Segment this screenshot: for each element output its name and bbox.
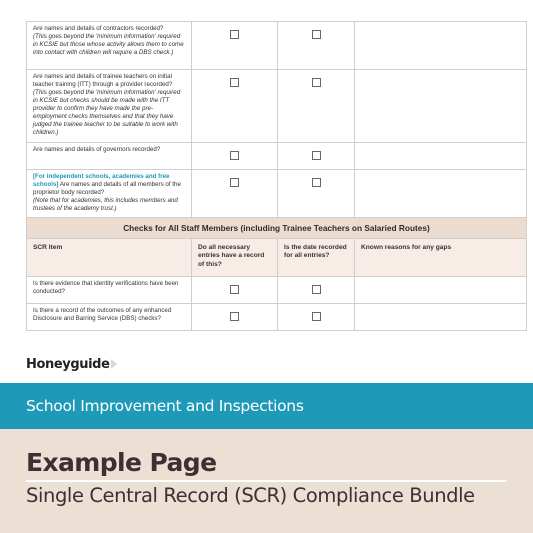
logo-arrow-icon [111, 359, 117, 369]
question-cell [27, 170, 192, 218]
question-text: Are names and details of contractors recorded? [33, 25, 164, 32]
gaps-cell[interactable] [355, 70, 527, 143]
question-note: (Note that for academies, this includes members and trustees of the academy trust.) [33, 197, 178, 212]
question-cell [27, 22, 192, 70]
date-checkbox[interactable] [312, 151, 321, 160]
brand-name: Honeyguide [26, 356, 110, 372]
gaps-cell[interactable] [355, 170, 527, 218]
date-checkbox[interactable] [312, 30, 321, 39]
question-cell [27, 277, 192, 304]
gaps-cell[interactable] [355, 143, 527, 170]
question-note: (This goes beyond the 'minimum information' required in KCSIE but checks should be made with the ITT provider to confirm they have made the pre-employment checks themselves and that they have judged the trainee teacher to be suitable to work with children.) [33, 89, 181, 136]
table-row [27, 277, 527, 304]
question-text: Is there evidence that identity verifications have been conducted? [33, 280, 179, 295]
bundle-subtitle: Single Central Record (SCR) Compliance Bundle [26, 484, 475, 507]
gaps-cell[interactable] [355, 22, 527, 70]
category-label: School Improvement and Inspections [26, 397, 304, 415]
date-checkbox[interactable] [312, 178, 321, 187]
entries-checkbox[interactable] [230, 285, 239, 294]
table-row [27, 304, 527, 331]
entries-checkbox[interactable] [230, 178, 239, 187]
column-header-row [27, 239, 527, 277]
table-row [27, 22, 527, 70]
entries-checkbox[interactable] [230, 312, 239, 321]
scr-checklist-table [26, 21, 527, 331]
gaps-cell[interactable] [355, 304, 527, 331]
example-page-title: Example Page [26, 448, 217, 477]
column-header-entries: Do all necessary entries have a record of this? [192, 239, 278, 277]
honeyguide-logo [26, 354, 117, 374]
column-header-date: Is the date recorded for all entries? [278, 239, 355, 277]
entries-checkbox[interactable] [230, 78, 239, 87]
question-note: (This goes beyond the 'minimum information' required in KCSIE but those whose activity allows them to come into contact with children will require a DBS check.) [33, 33, 184, 56]
gaps-cell[interactable] [355, 277, 527, 304]
column-header-item: SCR Item [27, 239, 192, 277]
date-checkbox[interactable] [312, 312, 321, 321]
question-text: Are names and details of governors recorded? [33, 146, 161, 153]
entries-checkbox[interactable] [230, 151, 239, 160]
question-text: Are names and details of all members of the proprietor body recorded? [33, 181, 181, 196]
table-row [27, 143, 527, 170]
section-heading: Checks for All Staff Members (including Trainee Teachers on Salaried Routes) [27, 218, 527, 239]
section-heading-row [27, 218, 527, 239]
date-checkbox[interactable] [312, 285, 321, 294]
table-row [27, 170, 527, 218]
question-text: Are names and details of trainee teachers on initial teacher training (ITT) through a provider recorded? [33, 73, 173, 88]
school-type-highlight: [For independent schools, academies and free schools] [33, 173, 170, 188]
entries-checkbox[interactable] [230, 30, 239, 39]
question-text: Is there a record of the outcomes of any enhanced Disclosure and Barring Service (DBS) checks? [33, 307, 172, 322]
question-cell [27, 304, 192, 331]
date-checkbox[interactable] [312, 78, 321, 87]
table-row [27, 70, 527, 143]
category-banner [0, 383, 533, 429]
column-header-gaps: Known reasons for any gaps [355, 239, 527, 277]
question-cell [27, 143, 192, 170]
title-divider [26, 480, 506, 482]
question-cell [27, 70, 192, 143]
